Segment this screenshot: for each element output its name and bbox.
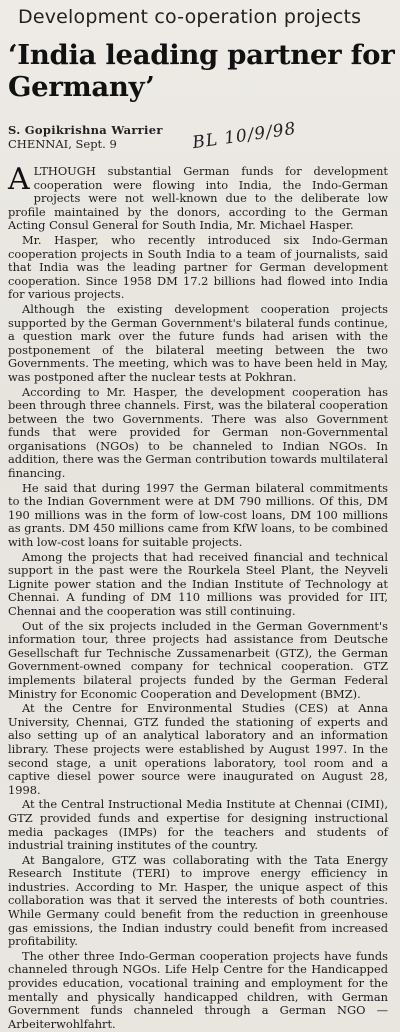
paragraph: According to Mr. Hasper, the development cooperation has been through three channels. First, was the bilateral cooperation between the two Governments. There was also Government funds that were provided for German non-Governmental organisations (NGOs) to be channeled to Indian NGOs. In addition, there was the German contribution towards multilateral financing. xyxy=(8,384,388,481)
author-name: S. Gopikrishna Warrier xyxy=(8,123,163,137)
paragraph: Among the projects that had received financial and technical support in the past were the Rourkela Steel Plant, the Neyveli Lignite power station and the Indian Institute of Technology at Chennai. A funding of DM 110 millions was provided for IIT, Chennai and the cooperation was still continuing. xyxy=(8,549,388,618)
section-kicker: Development co-operation projects xyxy=(18,6,362,28)
handwritten-note: BL 10/9/98 xyxy=(191,118,298,154)
paragraph: Out of the six projects included in the German Government's information tour, three projects had assistance from Deutsche Gesellschaft fur Technische Zussamenarbeit (GTZ), the German Government-owned company for technical cooperation. GTZ implements bilateral projects funded by the German Federal Ministry for Economic Cooperation and Development (BMZ). xyxy=(8,618,388,701)
article-body xyxy=(8,162,388,1032)
byline xyxy=(8,123,163,151)
drop-cap: A xyxy=(8,162,30,197)
paragraph: At Bangalore, GTZ was collaborating with the Tata Energy Research Institute (TERI) to improve energy efficiency in industries. According to Mr. Hasper, the unique aspect of this collaboration was that it served the interests of both countries. While Germany could benefit from the reduction in greenhouse gas emissions, the Indian industry could benefit from increased profitability. xyxy=(8,852,388,949)
paragraph: ALTHOUGH substantial German funds for development cooperation were flowing into India, the Indo-German projects were not well-known due to the deliberate low profile maintained by the donors, according to the German Acting Consul General for South India, Mr. Michael Hasper. xyxy=(8,162,388,233)
paragraph: He said that during 1997 the German bilateral commitments to the Indian Government were at DM 790 millions. Of this, DM 190 millions was in the form of low-cost loans, DM 100 millions as grants. DM 450 millions came from KfW loans, to be combined with low-cost loans for suitable projects. xyxy=(8,480,388,550)
paragraph: Mr. Hasper, who recently introduced six Indo-German cooperation projects in South India to a team of journalists, said that India was the leading partner for German development cooperation. Since 1958 DM 17.2 billions had flowed into India for various projects. xyxy=(8,232,388,302)
dateline: CHENNAI, Sept. 9 xyxy=(8,137,117,151)
headline: ‘India leading partner for Germany’ xyxy=(8,39,395,103)
paragraph: The other three Indo-German cooperation projects have funds channeled through NGOs. Life Help Centre for the Handicapped provides education, vocational training and employment for the mentally and physically handicapped children, with German Government funds channeled through a German NGO — Arbeiterwohlfahrt. xyxy=(8,948,388,1031)
paragraph: At the Centre for Environmental Studies (CES) at Anna University, Chennai, GTZ funded the stationing of experts and also setting up of an analytical laboratory and an information library. These projects were established by August 1997. In the second stage, a unit operations laboratory, tool room and a captive diesel power source were inaugurated on August 28, 1998. xyxy=(8,701,388,797)
paragraph: At the Central Instructional Media Institute at Chennai (CIMI), GTZ provided funds and expertise for designing instructional media packages (IMPs) for the teachers and students of industrial training institutes of the country. xyxy=(8,797,388,853)
paragraph: Although the existing development cooperation projects supported by the German Government's bilateral funds continue, a question mark over the future funds had arisen with the postponement of the bilateral meeting between the two Governments. The meeting, which was to have been held in May, was postponed after the nuclear tests at Pokhran. xyxy=(8,301,388,384)
